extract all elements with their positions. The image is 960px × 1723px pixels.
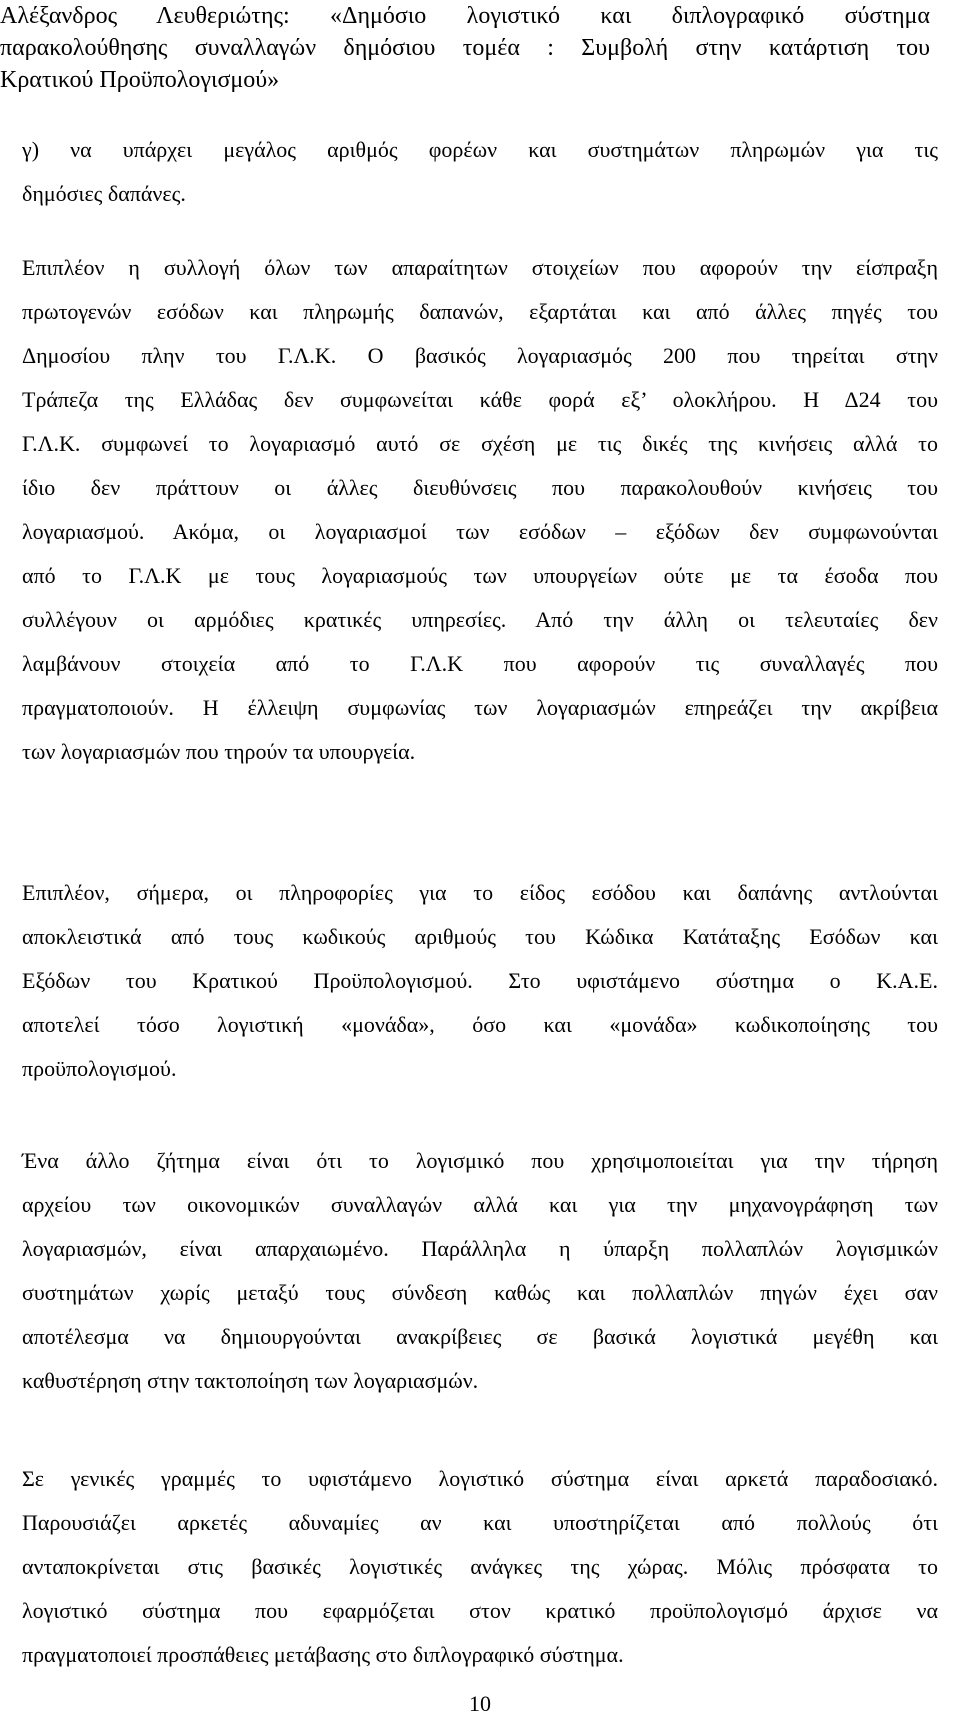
page-number: 10 <box>469 1691 491 1716</box>
paragraph-line: Γ.Λ.Κ. συμφωνεί το λογαριασμό αυτό σε σχέση με τις δικές της κινήσεις αλλά το <box>22 431 938 456</box>
paragraph-line: αποτελεί τόσο λογιστική «μονάδα», όσο και «μονάδα» κωδικοποίησης του <box>22 1012 938 1037</box>
paragraph-line: Δημοσίου πλην του Γ.Λ.Κ. Ο βασικός λογαριασμός 200 που τηρείται στην <box>22 343 938 368</box>
paragraph-line: λογαριασμού. Ακόμα, οι λογαριασμοί των εσόδων – εξόδων δεν συμφωνούνται <box>22 519 938 544</box>
paragraph-line: δημόσιες δαπάνες. <box>22 181 186 206</box>
paragraph-line: των λογαριασμών που τηρούν τα υπουργεία. <box>22 739 416 764</box>
paragraph-line: ανταποκρίνεται στις βασικές λογιστικές ανάγκες της χώρας. Μόλις πρόσφατα το <box>22 1554 938 1579</box>
paragraph-line: ίδιο δεν πράττουν οι άλλες διευθύνσεις που παρακολουθούν κινήσεις του <box>22 475 938 500</box>
paragraph-line: αποτέλεσμα να δημιουργούνται ανακρίβειες σε βασικά λογιστικά μεγέθη και <box>22 1324 938 1349</box>
paragraph-line: λογιστικό σύστημα που εφαρμόζεται στον κρατικό προϋπολογισμό άρχισε να <box>22 1598 938 1623</box>
header-line: Αλέξανδρος Λευθεριώτης: «Δημόσιο λογιστικό και διπλογραφικό σύστημα <box>0 3 930 29</box>
paragraph-revenue-codes <box>22 871 938 1091</box>
paragraph-line: από το Γ.Λ.Κ με τους λογαριασμούς των υπουργείων ούτε με τα έσοδα που <box>22 563 938 588</box>
header-line: Κρατικού Προϋπολογισμού» <box>0 67 280 93</box>
paragraph-line: συστημάτων χωρίς μεταξύ τους σύνδεση καθώς και πολλαπλών πηγών έχει σαν <box>22 1280 938 1305</box>
paragraph-line: Ένα άλλο ζήτημα είναι ότι το λογισμικό που χρησιμοποιείται για την τήρηση <box>22 1148 938 1173</box>
paragraph-line: γ) να υπάρχει μεγάλος αριθμός φορέων και συστημάτων πληρωμών για τις <box>22 137 938 162</box>
paragraph-line: πρωτογενών εσόδων και πληρωμής δαπανών, εξαρτάται και από άλλες πηγές του <box>22 299 938 324</box>
paragraph-line: Εξόδων του Κρατικού Προϋπολογισμού. Στο υφιστάμενο σύστημα ο Κ.Α.Ε. <box>22 968 938 993</box>
paragraph-line: καθυστέρηση στην τακτοποίηση των λογαριασμών. <box>22 1368 479 1393</box>
running-header <box>0 0 930 96</box>
paragraph-line: Επιπλέον η συλλογή όλων των απαραίτητων στοιχείων που αφορούν την είσπραξη <box>22 255 938 280</box>
paragraph-line: Παρουσιάζει αρκετές αδυναμίες αν και υποστηρίζεται από πολλούς ότι <box>22 1510 938 1535</box>
paragraph-line: λαμβάνουν στοιχεία από το Γ.Λ.Κ που αφορούν τις συναλλαγές που <box>22 651 938 676</box>
paragraph-line: Σε γενικές γραμμές το υφιστάμενο λογιστικό σύστημα είναι αρκετά παραδοσιακό. <box>22 1466 938 1491</box>
paragraph-line: Επιπλέον, σήμερα, οι πληροφορίες για το είδος εσόδου και δαπάνης αντλούνται <box>22 880 938 905</box>
header-line: παρακολούθησης συναλλαγών δημόσιου τομέα : Συμβολή στην κατάρτιση του <box>0 35 930 61</box>
paragraph-line: πραγματοποιούν. Η έλλειψη συμφωνίας των λογαριασμών επηρεάζει την ακρίβεια <box>22 695 938 720</box>
paragraph-line: προϋπολογισμού. <box>22 1056 177 1081</box>
paragraph-line: αρχείου των οικονομικών συναλλαγών αλλά και για την μηχανογράφηση των <box>22 1192 938 1217</box>
paragraph-line: λογαριασμών, είναι απαρχαιωμένο. Παράλληλα η ύπαρξη πολλαπλών λογισμικών <box>22 1236 938 1261</box>
paragraph-line: Τράπεζα της Ελλάδας δεν συμφωνείται κάθε φορά εξ’ ολοκλήρου. Η Δ24 του <box>22 387 938 412</box>
paragraph-line: αποκλειστικά από τους κωδικούς αριθμούς του Κώδικα Κατάταξης Εσόδων και <box>22 924 938 949</box>
paragraph-conclusion <box>22 1457 938 1677</box>
paragraph-line: πραγματοποιεί προσπάθειες μετάβασης στο διπλογραφικό σύστημα. <box>22 1642 624 1667</box>
paragraph-line: συλλέγουν οι αρμόδιες κρατικές υπηρεσίες. Από την άλλη οι τελευταίες δεν <box>22 607 938 632</box>
paragraph-data-collection <box>22 246 938 774</box>
paragraph-payment-systems <box>22 128 938 216</box>
paragraph-software <box>22 1139 938 1403</box>
